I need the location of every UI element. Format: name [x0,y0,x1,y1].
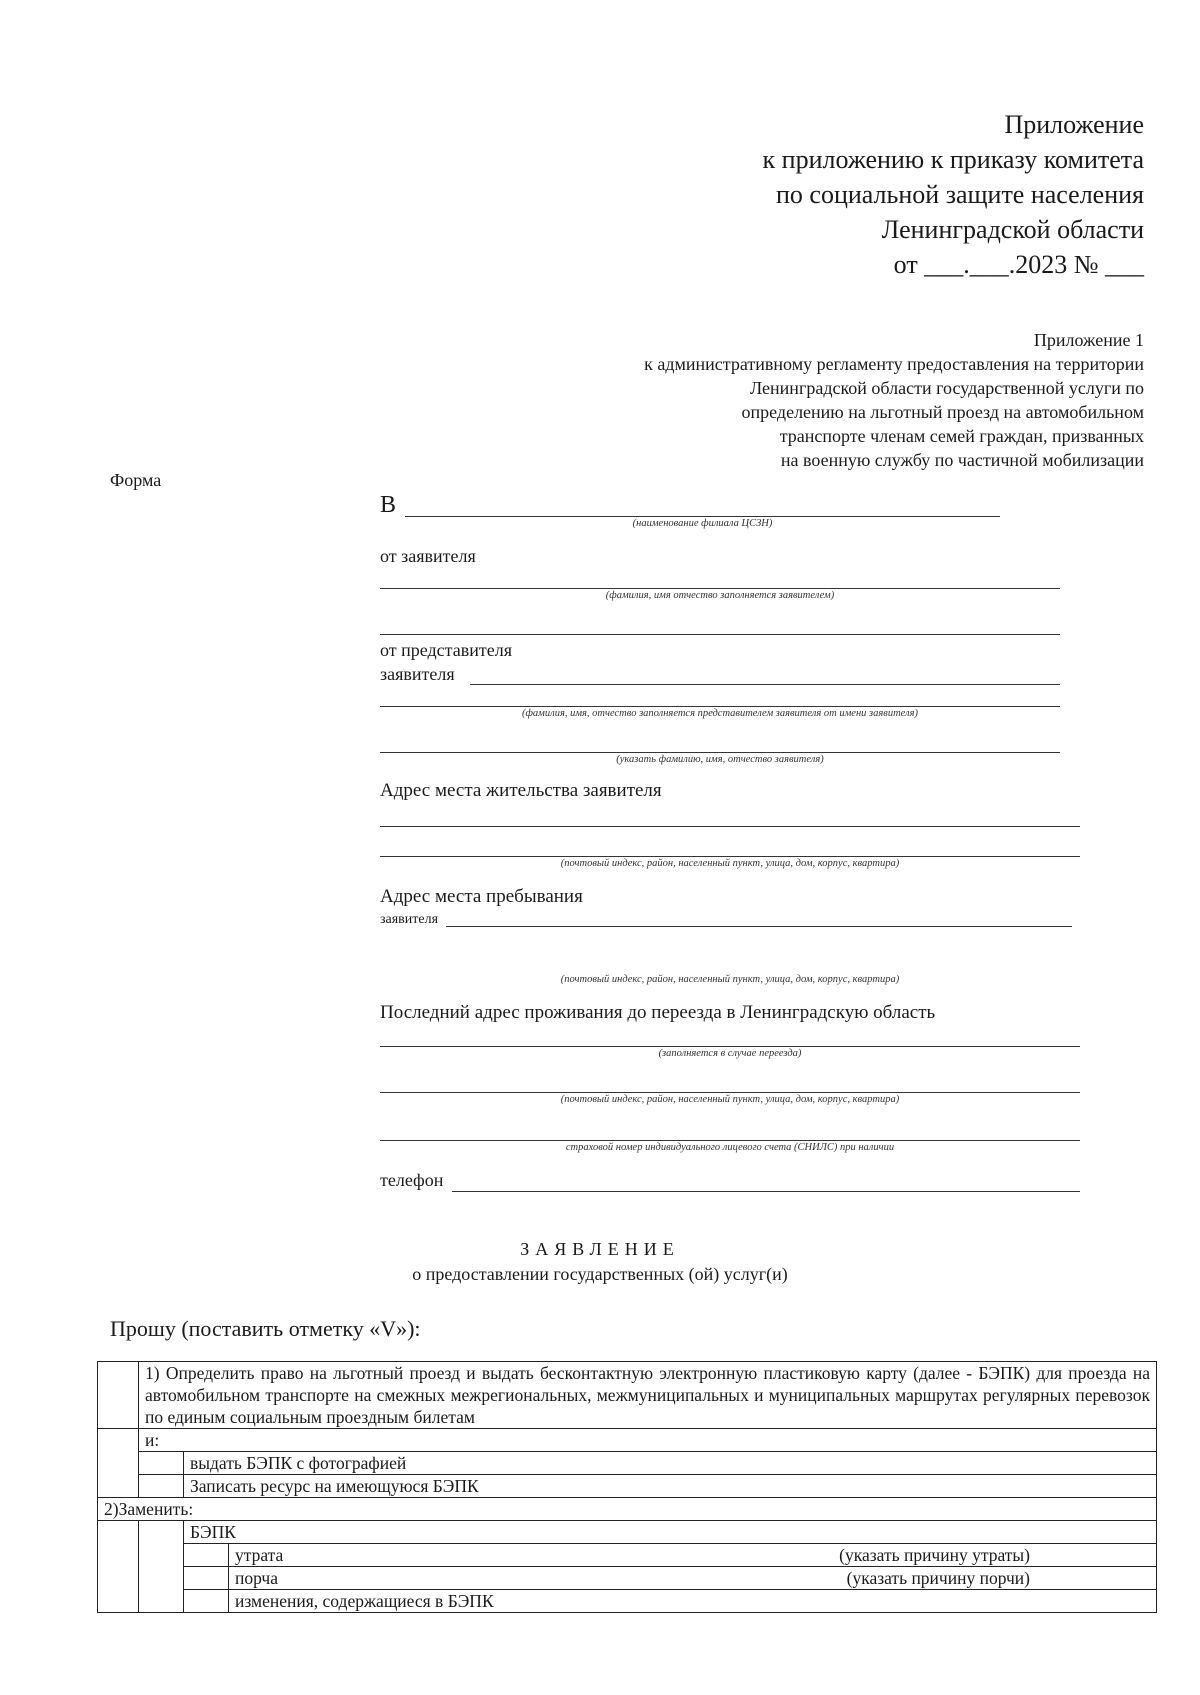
option-damage [229,1567,1157,1590]
option-item1: 1) Определить право на льготный проезд и выдать бесконтактную электронную пластиковую карту (далее - БЭПК) для проезда на автомобильном транспорте на смежных межрегиональных, межмуниципальных и муниципальных маршрутах регулярных перевозок по единым социальным проездным билетам [139,1362,1157,1429]
regulation-line: к административному регламенту предоставления на территории [644,354,1144,374]
stay-field[interactable] [446,926,1072,927]
from-applicant-label: от заявителя [380,546,476,566]
option-resource: Записать ресурс на имеющуюся БЭПК [184,1475,1157,1498]
rep-applicant-name-field[interactable] [380,752,1060,753]
from-rep-label-2: заявителя [380,664,455,684]
stay-label-2: заявителя [380,912,439,927]
stay-hint: (почтовый индекс, район, населенный пункт, улица, дом, корпус, квартира) [560,974,900,985]
table-row [98,1362,1157,1429]
option-photo: выдать БЭПК с фотографией [184,1452,1157,1475]
regulation-line: определению на льготный проезд на автомобильном [741,402,1144,422]
representative-field-2[interactable] [380,706,1060,707]
last-address-field[interactable] [380,1046,1080,1047]
table-row [98,1452,1157,1475]
regulation-line: транспорте членам семей граждан, призванных [779,426,1144,446]
annex-header [584,107,1144,282]
phone-label: телефон [380,1170,444,1190]
last-address-label: Последний адрес проживания до переезда в Ленинградскую область [380,1002,936,1023]
checkbox-bepk[interactable] [139,1521,184,1613]
checkbox-changes[interactable] [184,1590,229,1613]
table-row [98,1429,1157,1452]
representative-hint: (фамилия, имя, отчество заполняется представителем заявителя от имени заявителя) [521,708,919,719]
option-loss [229,1544,1157,1567]
statement-subtitle: о предоставлении государственных (ой) услуг(и) [412,1264,788,1284]
option-changes: изменения, содержащиеся в БЭПК [229,1590,1157,1613]
snils-field[interactable] [380,1140,1080,1141]
checkbox-damage[interactable] [184,1567,229,1590]
residence-field-2[interactable] [380,856,1080,857]
damage-reason: (указать причину порчи) [846,1568,1030,1588]
option-and-label: и: [139,1429,1157,1452]
checkbox-item1[interactable] [98,1362,139,1429]
applicant-name-field-2[interactable] [380,634,1060,635]
table-row [98,1590,1157,1613]
rep-applicant-hint: (указать фамилию, имя, отчество заявителя) [616,754,824,765]
regulation-line: Ленинградской области государственной услуги по [749,378,1144,398]
checkbox-loss[interactable] [184,1544,229,1567]
regulation-annex [504,328,1144,472]
table-row [98,1475,1157,1498]
representative-field[interactable] [470,684,1060,685]
choice-prompt: Прошу (поставить отметку «V»): [110,1316,421,1341]
regulation-line: на военную службу по частичной мобилизации [780,450,1144,470]
table-row [98,1544,1157,1567]
table-row [98,1521,1157,1544]
to-prefix: В [380,492,397,518]
loss-label: утрата [235,1545,284,1565]
move-hint: (заполняется в случае переезда) [658,1048,802,1059]
residence-field[interactable] [380,826,1080,827]
last-address-hint: (почтовый индекс, район, населенный пункт, улица, дом, корпус, квартира) [560,1094,900,1105]
branch-hint: (наименование филиала ЦСЗН) [632,518,773,529]
annex-line: по социальной защите населения [775,180,1144,209]
checkbox-replace-group[interactable] [98,1521,139,1613]
applicant-hint: (фамилия, имя отчество заполняется заявителем) [605,590,835,601]
branch-name-field[interactable] [405,516,1000,517]
applicant-name-field[interactable] [380,588,1060,589]
options-table [97,1361,1157,1613]
stay-label: Адрес места пребывания [380,886,583,907]
table-row [98,1498,1157,1521]
checkbox-resource[interactable] [139,1475,184,1498]
annex-line: Приложение [1004,110,1144,139]
checkbox-and-group[interactable] [98,1429,139,1498]
annex-date-line: от ___.___.2023 № ___ [893,250,1144,279]
regulation-line: Приложение 1 [1033,330,1144,350]
annex-line: Ленинградской области [881,215,1144,244]
residence-hint: (почтовый индекс, район, населенный пункт, улица, дом, корпус, квартира) [560,858,900,869]
table-row [98,1567,1157,1590]
from-rep-label: от представителя [380,640,512,660]
phone-field[interactable] [452,1191,1080,1192]
option-bepk: БЭПК [184,1521,1157,1544]
residence-label: Адрес места жительства заявителя [380,780,662,801]
checkbox-photo[interactable] [139,1452,184,1475]
last-address-field-2[interactable] [380,1092,1080,1093]
snils-hint: страховой номер индивидуального лицевого счета (СНИЛС) при наличии [565,1142,895,1153]
form-label: Форма [110,470,162,490]
damage-label: порча [235,1568,278,1588]
loss-reason: (указать причину утраты) [839,1545,1030,1565]
option-item2: 2)Заменить: [98,1498,1157,1521]
annex-line: к приложению к приказу комитета [762,145,1144,174]
statement-title: ЗАЯВЛЕНИЕ [520,1239,680,1259]
